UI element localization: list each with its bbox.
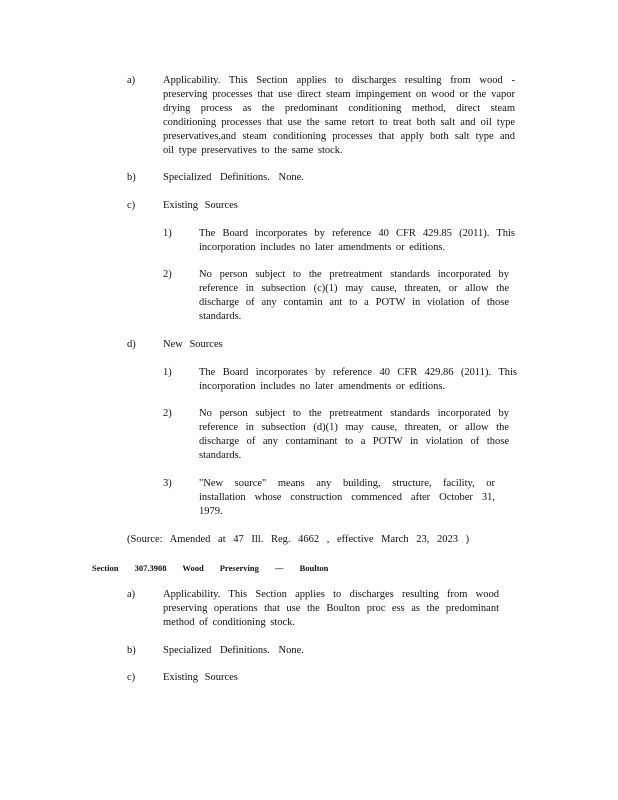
subsection-a-text: Applicability. This Section applies to discharges resulting from wood - preserving processes that use direct steam impingement on wood or the vapor drying process as the predominant conditioning method, direct steam conditioning processes that use the same retort to treat both salt and oil type preservatives,and steam conditioning processes that apply both salt type and oil type preservatives to the same stock. bbox=[163, 75, 515, 156]
subsection-c-text: Existing Sources bbox=[163, 200, 238, 211]
subsection-c-label: c) bbox=[127, 200, 136, 211]
subsection-d3-label: 3) bbox=[163, 478, 172, 489]
subsection-c2-text: No person subject to the pretreatment standards incorporated by reference in subsection (c)(1) may cause, threaten, or allow the discharge of any contamin ant to a POTW in violation of those standards. bbox=[199, 269, 509, 322]
subsection-d2-text: No person subject to the pretreatment standards incorporated by reference in subsection (d)(1) may cause, threaten, or allow the discharge of any contaminant to a POTW in violation of those standards. bbox=[199, 408, 509, 461]
source-note: (Source: Amended at 47 Ill. Reg. 4662 , effective March 23, 2023 ) bbox=[127, 534, 470, 545]
next-subsection-a-text: Applicability. This Section applies to discharges resulting from wood preserving operations that use the Boulton proc ess as the predominant method of conditioning stock. bbox=[163, 589, 499, 628]
subsection-a-label: a) bbox=[127, 75, 136, 86]
subsection-d2-label: 2) bbox=[163, 408, 172, 419]
subsection-d1-label: 1) bbox=[163, 367, 172, 378]
next-subsection-b-label: b) bbox=[127, 645, 136, 656]
subsection-c2-label: 2) bbox=[163, 269, 172, 280]
subsection-d3-text: "New source" means any building, structure, facility, or installation whose construction commenced after October 31, 1979. bbox=[199, 478, 495, 517]
next-subsection-c-text: Existing Sources bbox=[163, 672, 238, 683]
subsection-d1-text: The Board incorporates by reference 40 CFR 429.86 (2011). This incorporation includes no later amendments or editions. bbox=[199, 367, 517, 392]
next-subsection-b-text: Specialized Definitions. None. bbox=[163, 645, 304, 656]
next-subsection-a-label: a) bbox=[127, 589, 136, 600]
subsection-b-label: b) bbox=[127, 172, 136, 183]
subsection-c1-label: 1) bbox=[163, 228, 172, 239]
subsection-c1-text: The Board incorporates by reference 40 CFR 429.85 (2011). This incorporation includes no later amendments or editions. bbox=[199, 228, 515, 253]
subsection-d-label: d) bbox=[127, 339, 136, 350]
subsection-d-text: New Sources bbox=[163, 339, 223, 350]
next-subsection-c-label: c) bbox=[127, 672, 136, 683]
subsection-b-text: Specialized Definitions. None. bbox=[163, 172, 304, 183]
section-heading: Section 307.3908 Wood Preserving — Boulton bbox=[92, 563, 329, 573]
